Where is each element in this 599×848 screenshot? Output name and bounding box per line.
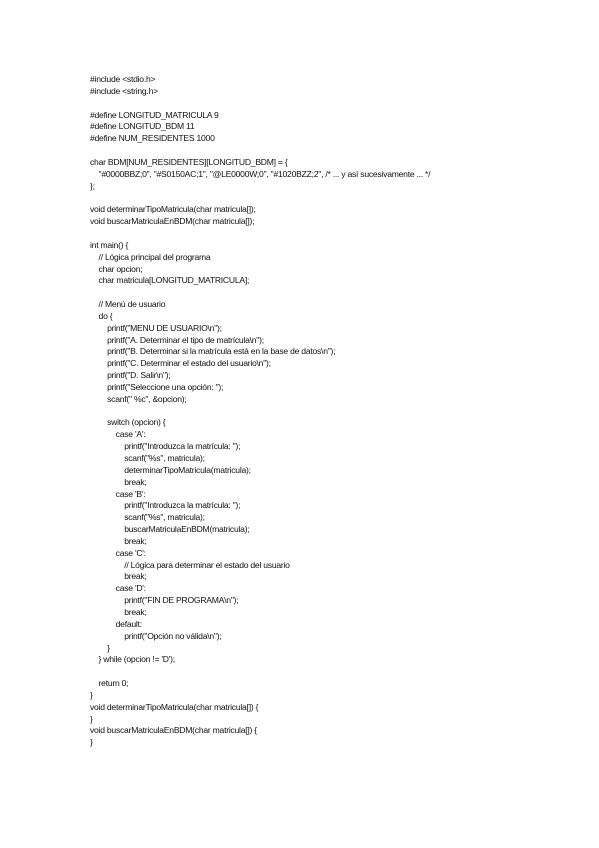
code-line: #include <string.h> <box>90 85 158 96</box>
code-line: } <box>90 642 110 653</box>
code-line: } while (opcion != 'D'); <box>90 654 175 665</box>
code-line: scanf("%s", matricula); <box>90 453 205 463</box>
code-line: #define NUM_RESIDENTES 1000 <box>90 133 215 144</box>
code-line: case 'A': <box>90 429 146 440</box>
code-line: return 0; <box>90 678 129 689</box>
code-line: break; <box>90 571 147 582</box>
code-line: // Lógica para determinar el estado del usuario <box>90 559 290 570</box>
code-line: #include <stdio.h> <box>90 74 156 84</box>
blank-line <box>90 287 430 299</box>
code-line: printf("Introduzca la matrícula: "); <box>90 441 241 452</box>
code-line: #define LONGITUD_BDM 11 <box>90 121 195 132</box>
code-line: printf("A. Determinar el tipo de matrícula\n"); <box>90 334 264 345</box>
code-line: break; <box>90 606 147 617</box>
code-line: printf("C. Determinar el estado del usuario\n"); <box>90 358 271 369</box>
code-line: char BDM[NUM_RESIDENTES][LONGITUD_BDM] = { <box>90 156 288 167</box>
code-line: }; <box>90 180 95 191</box>
code-line: // Menú de usuario <box>90 299 166 310</box>
blank-line <box>90 98 430 110</box>
code-line: switch (opcion) { <box>90 417 166 428</box>
blank-line <box>90 666 430 678</box>
code-line: case 'C': <box>90 547 146 558</box>
code-line: } <box>90 713 93 724</box>
code-line: printf("FIN DE PROGRAMA\n"); <box>90 595 239 606</box>
code-line: void buscarMatriculaEnBDM(char matricula[]); <box>90 216 255 227</box>
code-line: void buscarMatriculaEnBDM(char matricula[]) { <box>90 725 257 736</box>
code-listing <box>90 74 430 749</box>
code-line: "#0000BBZ;0", "#S0150AC;1", "@LE0000W;0", "#1020BZZ;2", /* ... y así sucesivamente ... */ <box>90 168 431 179</box>
code-line: case 'B': <box>90 488 146 499</box>
code-line: #define LONGITUD_MATRICULA 9 <box>90 109 219 120</box>
code-line: // Lógica principal del programa <box>90 251 211 262</box>
code-line: } <box>90 689 93 700</box>
code-line: printf("Introduzca la matrícula: "); <box>90 500 241 511</box>
blank-line <box>90 192 430 204</box>
code-line: char matricula[LONGITUD_MATRICULA]; <box>90 275 250 286</box>
code-line: break; <box>90 476 147 487</box>
code-line: void determinarTipoMatricula(char matricula[]); <box>90 204 256 215</box>
code-line: printf("Seleccione una opción: "); <box>90 381 224 392</box>
code-line: printf("D. Salir\n"); <box>90 370 171 381</box>
blank-line <box>90 228 430 240</box>
code-line: buscarMatriculaEnBDM(matricula); <box>90 524 250 535</box>
code-line: scanf("%s", matricula); <box>90 512 205 523</box>
blank-line <box>90 406 430 418</box>
code-line: char opcion; <box>90 263 143 274</box>
code-line: printf("MENU DE USUARIO\n"); <box>90 322 222 333</box>
code-line: default: <box>90 618 142 629</box>
code-line: case 'D': <box>90 583 146 594</box>
blank-line <box>90 145 430 157</box>
code-line: break; <box>90 535 147 546</box>
code-line: determinarTipoMatricula(matricula); <box>90 464 251 475</box>
code-line: do { <box>90 310 113 321</box>
code-line: printf("B. Determinar si la matrícula está en la base de datos\n"); <box>90 346 336 357</box>
code-line: void determinarTipoMatricula(char matricula[]) { <box>90 701 259 712</box>
code-line: printf("Opción no válida\n"); <box>90 630 222 641</box>
code-line: } <box>90 737 93 748</box>
code-line: scanf(" %c", &opcion); <box>90 393 187 404</box>
code-line: int main() { <box>90 239 129 250</box>
